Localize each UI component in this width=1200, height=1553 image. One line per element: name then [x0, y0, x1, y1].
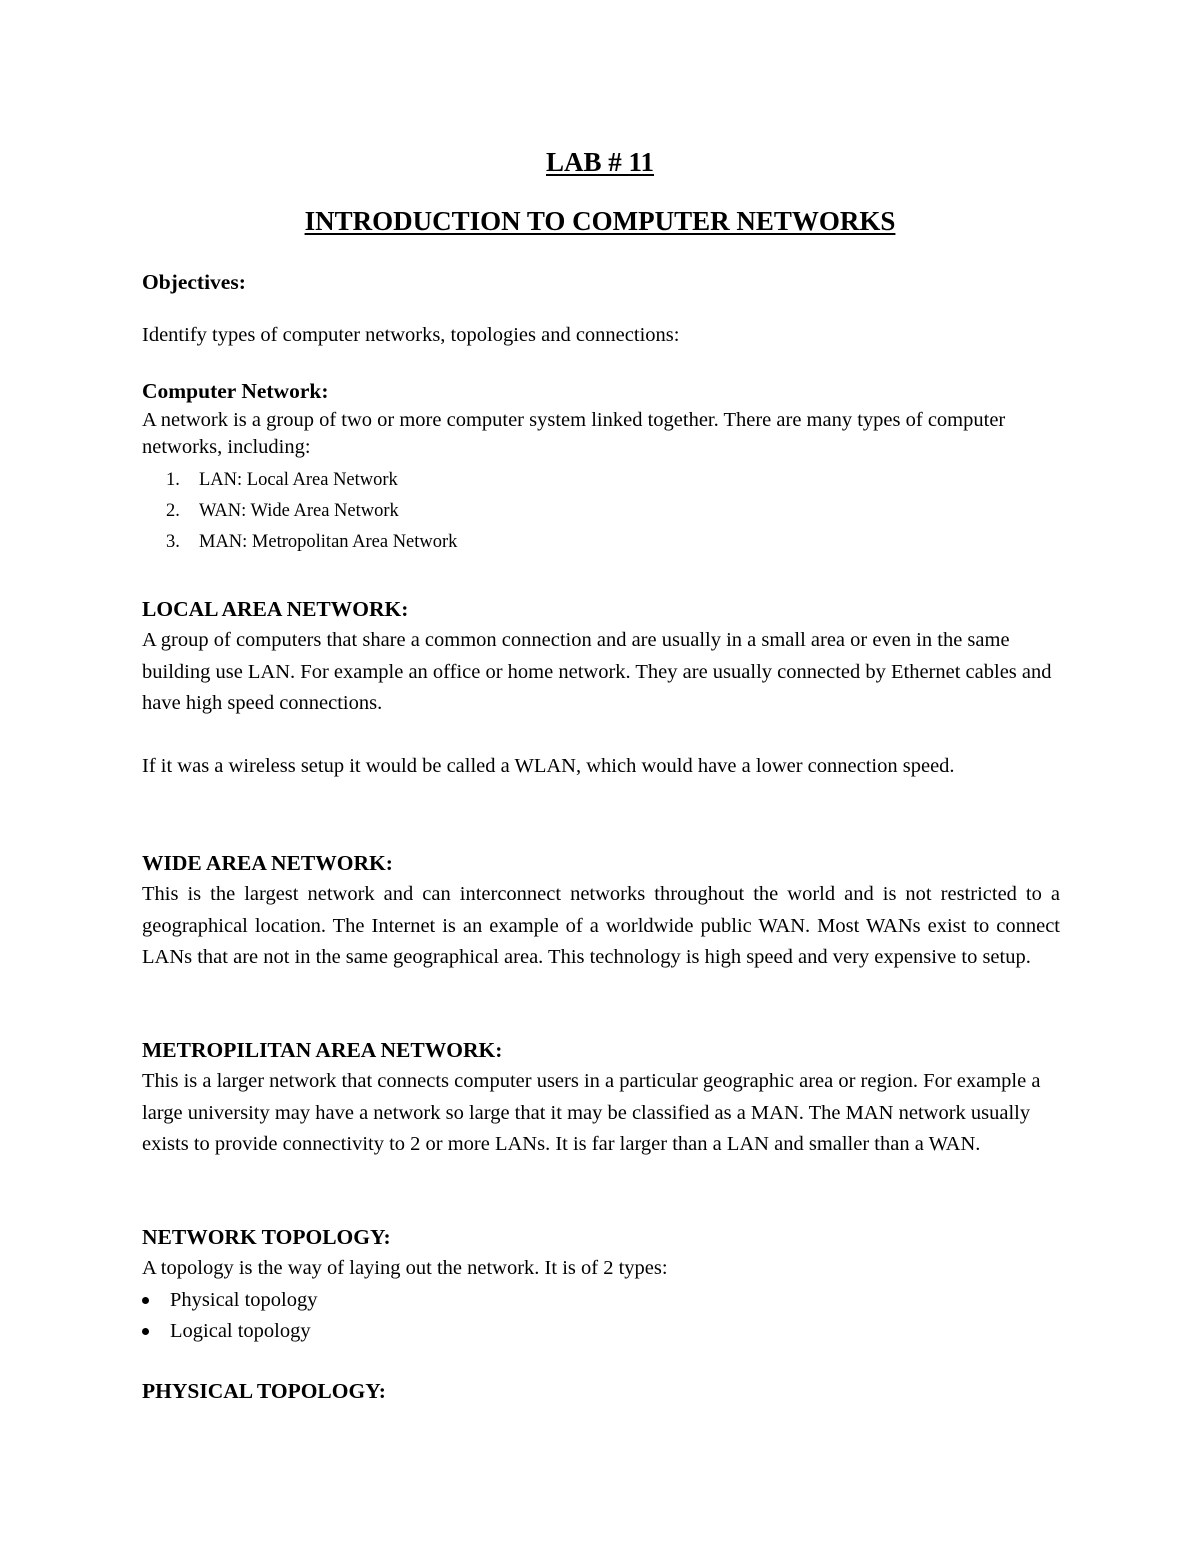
list-item [142, 527, 1060, 558]
list-number: 3. [166, 532, 180, 552]
topology-section [142, 1222, 1060, 1347]
topology-heading: NETWORK TOPOLOGY: [142, 1225, 391, 1249]
objectives-body [142, 320, 1060, 352]
lan-section [142, 594, 1060, 782]
objectives-text: Identify types of computer networks, topologies and connections: [142, 324, 680, 346]
physical-topology-heading: PHYSICAL TOPOLOGY: [142, 1379, 386, 1403]
lan-heading: LOCAL AREA NETWORK: [142, 597, 409, 621]
list-item [142, 496, 1060, 527]
list-item-label: Physical topology [170, 1288, 318, 1311]
man-text: This is a larger network that connects computer users in a particular geographic area or region. For example a large university may have a network so large that it may be classified as a MAN. The MAN network usually exists to provide connectivity to 2 or more LANs. It is far larger than a LAN and smaller than a WAN. [142, 1070, 1041, 1155]
wan-section [142, 848, 1060, 974]
list-item-label: MAN: Metropolitan Area Network [199, 532, 458, 552]
network-types-list [142, 465, 1060, 558]
man-section [142, 1035, 1060, 1161]
list-item [142, 465, 1060, 496]
list-item-label: Logical topology [170, 1319, 311, 1342]
objectives-section [142, 267, 1060, 298]
lan-text: A group of computers that share a common connection and are usually in a small area or even in the same building use LAN. For example an office or home network. They are usually connected by Ethernet cables and have high speed connections. [142, 629, 1052, 714]
bullet-icon [142, 1297, 149, 1304]
wan-heading: WIDE AREA NETWORK: [142, 851, 393, 875]
list-item-label: WAN: Wide Area Network [199, 501, 399, 521]
list-item [142, 1316, 1060, 1347]
list-number: 1. [166, 470, 180, 490]
computer-network-text: A network is a group of two or more computer system linked together. There are many types of computer networks, including: [142, 409, 1006, 458]
document-subtitle: INTRODUCTION TO COMPUTER NETWORKS [304, 206, 896, 236]
computer-network-section [142, 376, 1060, 558]
man-heading: METROPILITAN AREA NETWORK: [142, 1038, 503, 1062]
topology-text: A topology is the way of laying out the network. It is of 2 types: [142, 1257, 668, 1279]
topology-types-list [142, 1285, 1060, 1347]
wan-text: This is the largest network and can interconnect networks throughout the world and is not restricted to a geographical location. The Internet is an example of a worldwide public WAN. Most WANs exist to connect LANs that are not in the same geographical area. This technology is high speed and very expensive to setup. [142, 883, 1060, 968]
objectives-heading: Objectives: [142, 270, 246, 294]
lab-title: LAB # 11 [545, 147, 655, 177]
list-item [142, 1285, 1060, 1316]
wlan-text: If it was a wireless setup it would be called a WLAN, which would have a lower connection speed. [142, 754, 955, 777]
list-number: 2. [166, 501, 180, 521]
bullet-icon [142, 1328, 149, 1335]
physical-topology-section [142, 1376, 1060, 1407]
list-item-label: LAN: Local Area Network [199, 470, 398, 490]
computer-network-heading: Computer Network: [142, 379, 329, 403]
